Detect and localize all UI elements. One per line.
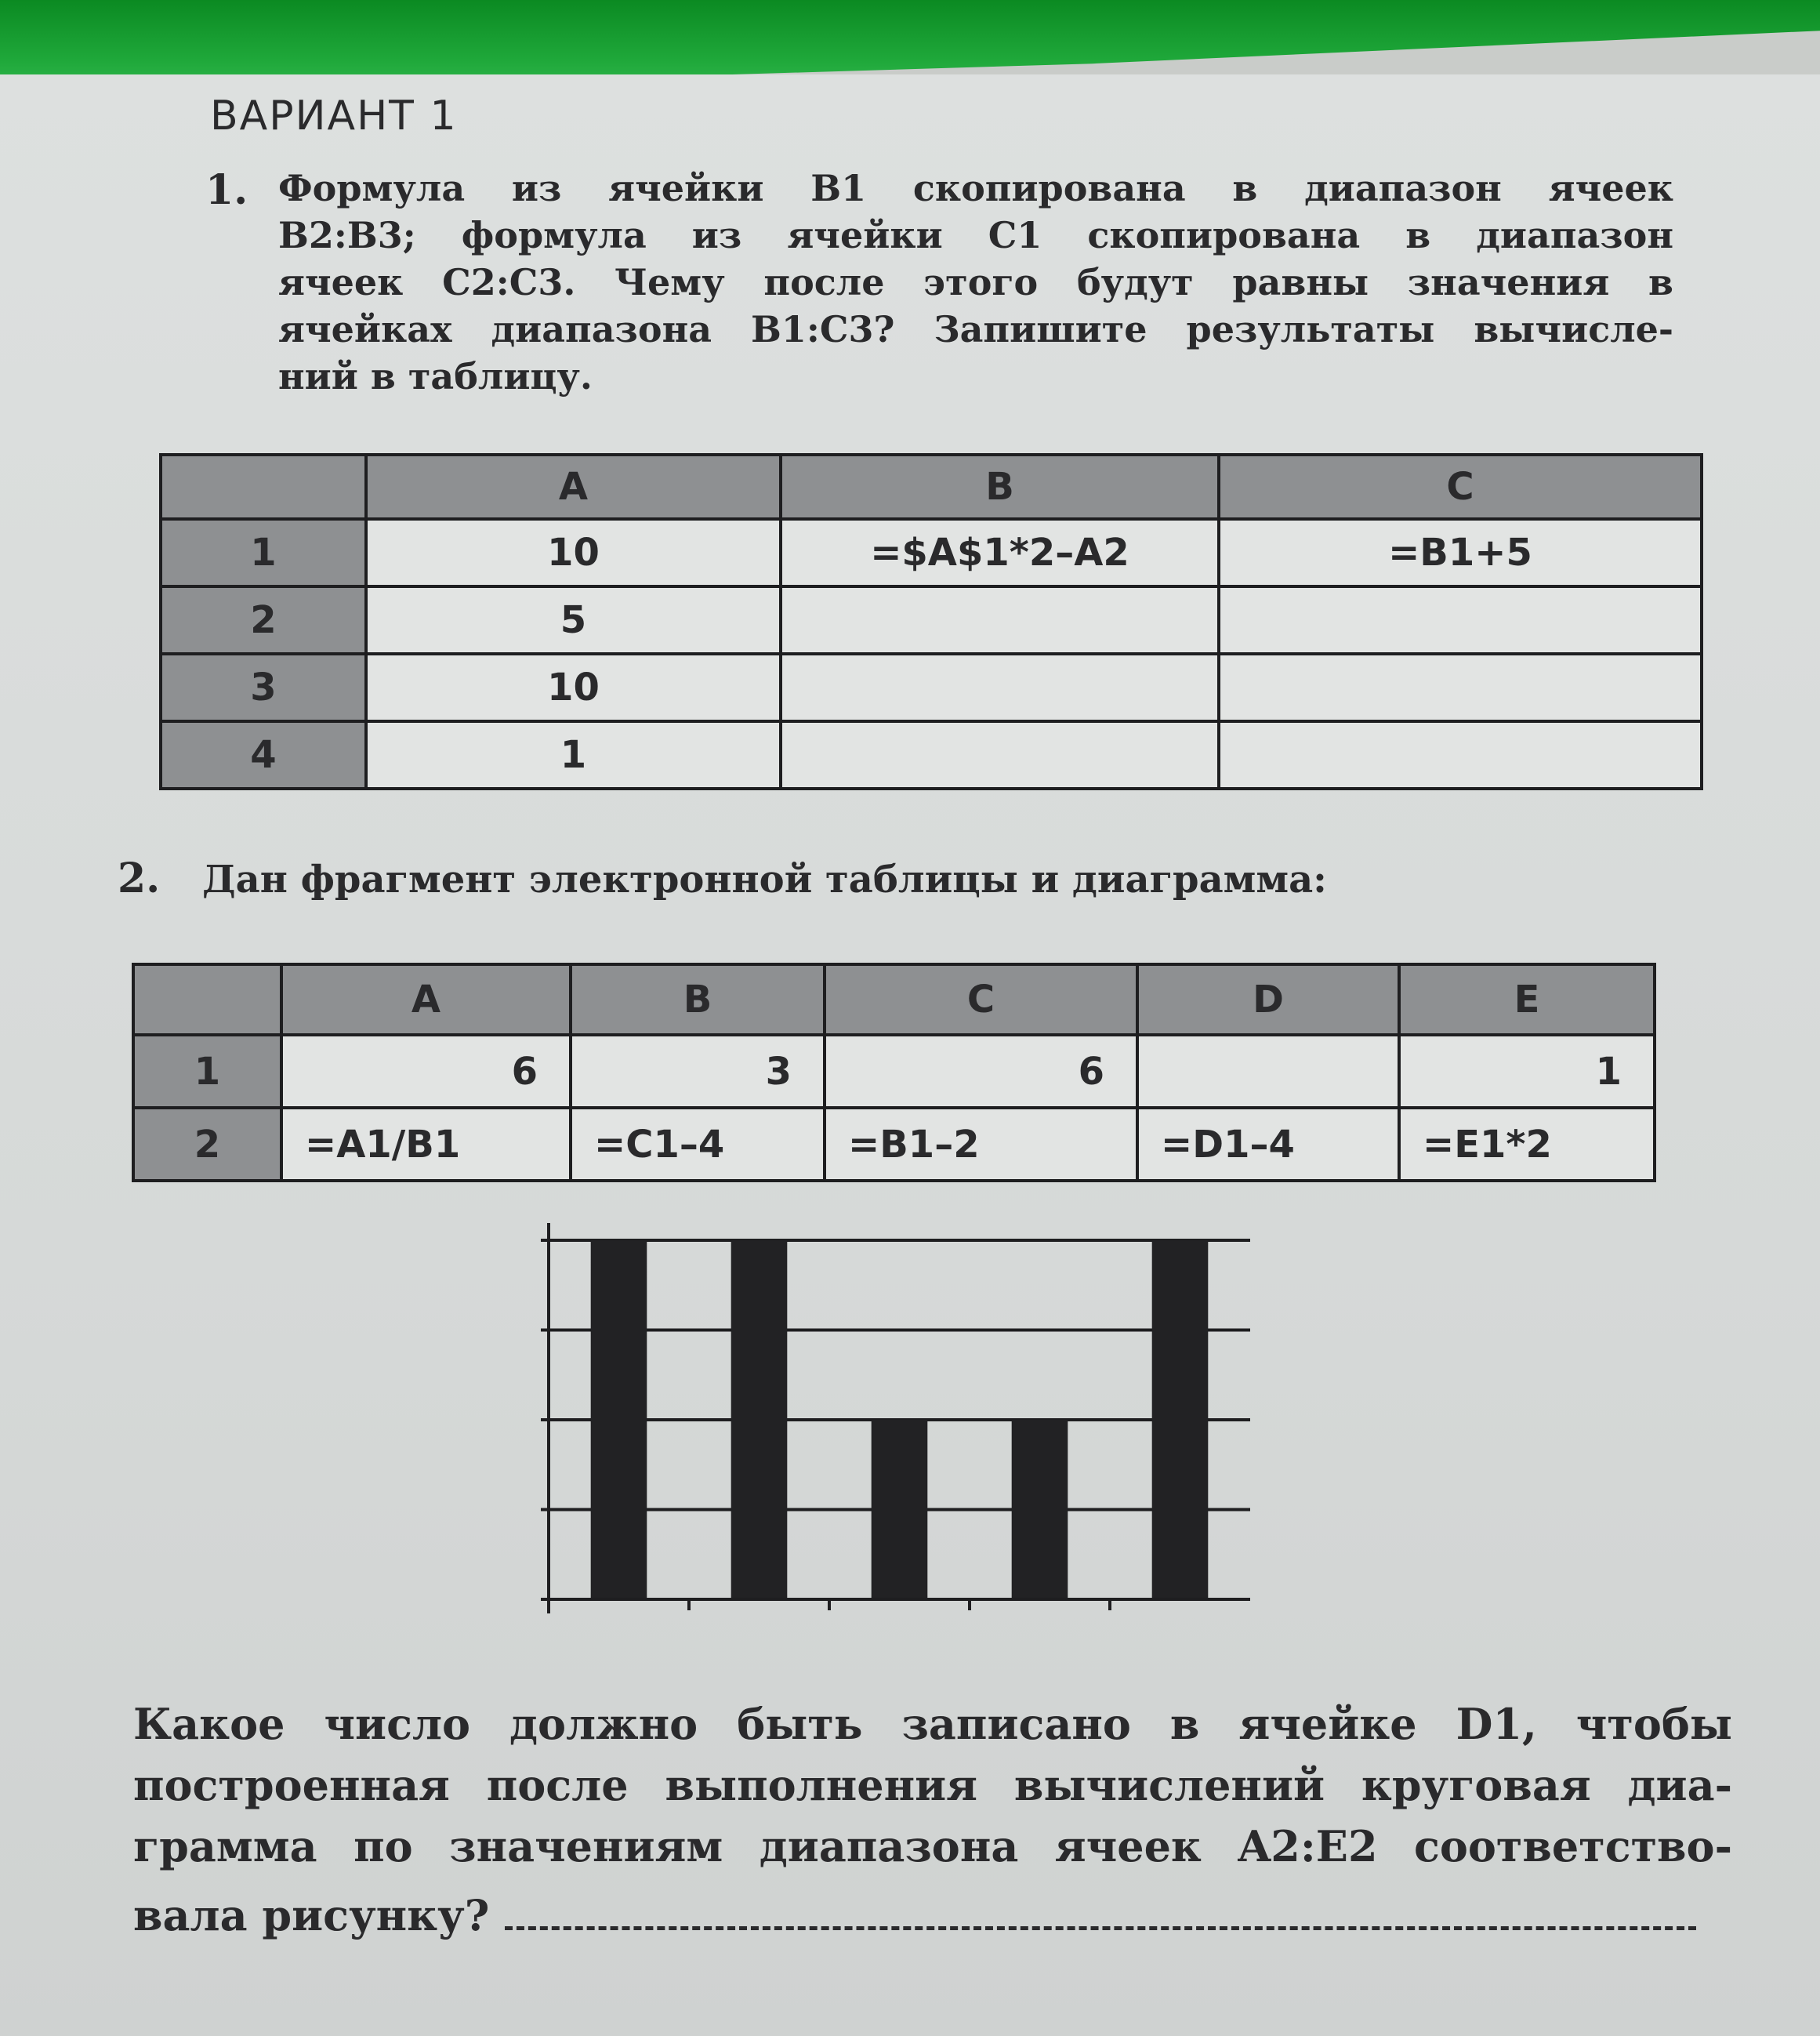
task2-number: 2. (118, 855, 161, 902)
cell-d2: =D1–4 (1137, 1108, 1399, 1181)
task1-line: ячейках диапазона B1:C3? Запишите результаты вычисле- (278, 308, 1673, 350)
row-header: 1 (133, 1035, 281, 1108)
question-line: построенная после выполнения вычислений круговая диа- (133, 1760, 1732, 1810)
cell-e1: 1 (1399, 1035, 1655, 1108)
task1-number: 1. (205, 166, 248, 214)
table-header-row (161, 455, 1702, 519)
column-header: D (1137, 964, 1399, 1035)
cell-d1 (1137, 1035, 1399, 1108)
cell-c1: 6 (825, 1035, 1137, 1108)
variant-title: ВАРИАНТ 1 (210, 93, 458, 140)
cell-a1: 10 (366, 519, 781, 586)
column-header: B (571, 964, 825, 1035)
bar-chart (533, 1223, 1270, 1623)
cell-a2: 5 (366, 586, 781, 654)
row-header: 1 (161, 519, 366, 586)
bar-a2 (591, 1240, 647, 1599)
bar-d2 (1012, 1420, 1068, 1599)
table-header-row (133, 964, 1655, 1035)
column-header: B (781, 455, 1219, 519)
row-header: 3 (161, 654, 366, 721)
cell-a2: =A1/B1 (281, 1108, 571, 1181)
column-header: A (281, 964, 571, 1035)
row-header: 2 (133, 1108, 281, 1181)
table-row (133, 1035, 1655, 1108)
cell-c3 (1219, 654, 1702, 721)
table-row (161, 721, 1702, 789)
row-header: 2 (161, 586, 366, 654)
column-header: C (825, 964, 1137, 1035)
corner-cell (133, 964, 281, 1035)
task1-line: B2:B3; формула из ячейки C1 скопирована в диапазон (278, 214, 1673, 256)
cell-a4: 1 (366, 721, 781, 789)
question-line: вала рисунку? (133, 1890, 490, 1940)
cell-c2 (1219, 586, 1702, 654)
task1-line: Формула из ячейки B1 скопирована в диапазон ячеек (278, 167, 1673, 209)
task1-text (278, 165, 1673, 400)
task2-question (133, 1693, 1732, 1946)
cell-a3: 10 (366, 654, 781, 721)
task1-line: ний в таблицу. (278, 355, 593, 397)
cell-c4 (1219, 721, 1702, 789)
answer-blank[interactable] (505, 1926, 1696, 1930)
row-header: 4 (161, 721, 366, 789)
cell-c1: =B1+5 (1219, 519, 1702, 586)
cell-c2: =B1–2 (825, 1108, 1137, 1181)
bar-b2 (731, 1240, 788, 1599)
cell-b1: =$A$1*2–A2 (781, 519, 1219, 586)
task2-table (132, 963, 1656, 1182)
question-line: грамма по значениям диапазона ячеек A2:E2 соответство- (133, 1821, 1732, 1871)
task2-text: Дан фрагмент электронной таблицы и диаграмма: (202, 858, 1327, 902)
cell-b1: 3 (571, 1035, 825, 1108)
question-line: Какое число должно быть записано в ячейке D1, чтобы (133, 1699, 1732, 1749)
table-row (161, 519, 1702, 586)
table-row (161, 586, 1702, 654)
column-header: E (1399, 964, 1655, 1035)
column-header: A (366, 455, 781, 519)
table-row (133, 1108, 1655, 1181)
cell-b4 (781, 721, 1219, 789)
table-row (161, 654, 1702, 721)
cell-e2: =E1*2 (1399, 1108, 1655, 1181)
cell-b2 (781, 586, 1219, 654)
cell-b3 (781, 654, 1219, 721)
task1-line: ячеек C2:C3. Чему после этого будут равны значения в (278, 261, 1673, 303)
bar-c2 (872, 1420, 928, 1599)
question-last-line (133, 1885, 1732, 1946)
cell-b2: =C1–4 (571, 1108, 825, 1181)
bar-e2 (1152, 1240, 1209, 1599)
corner-cell (161, 455, 366, 519)
column-header: C (1219, 455, 1702, 519)
cell-a1: 6 (281, 1035, 571, 1108)
task1-table (159, 453, 1703, 790)
